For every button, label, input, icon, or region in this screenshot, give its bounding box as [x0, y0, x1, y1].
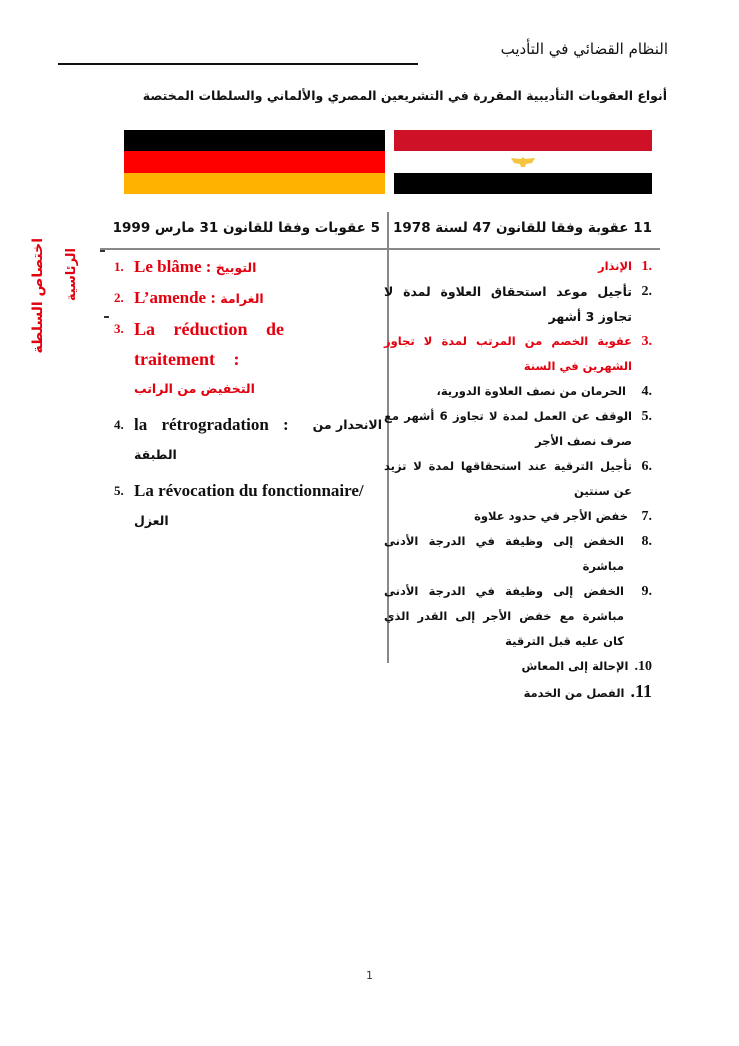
item-french: L’amende : — [134, 288, 217, 307]
list-item — [114, 410, 382, 470]
list-item — [114, 283, 382, 314]
item-number: 9. — [641, 584, 652, 599]
item-text: تأجيل الترقية عند استحقاقها لمدة لا تزيد عن سنتين — [384, 459, 632, 498]
running-header — [58, 40, 668, 66]
list-item — [384, 579, 652, 654]
list-item — [384, 379, 652, 404]
item-text: الوقف عن العمل لمدة لا تجاوز 6 أشهر مع صرف نصف الأجر — [384, 409, 632, 448]
flag-stripe-red — [394, 130, 652, 151]
side-label-line-1: اختصاص السلطة — [30, 238, 46, 354]
side-label — [30, 238, 80, 378]
germany-flag — [124, 130, 385, 194]
flag-stripe-gold — [124, 173, 385, 194]
list-item — [114, 252, 382, 283]
item-number: 6. — [641, 459, 652, 474]
item-text: الحرمان من نصف العلاوة الدورية، — [436, 384, 626, 398]
item-french: La révocation du fonctionnaire/ — [134, 481, 364, 500]
item-arabic: العزل — [134, 513, 169, 528]
item-number: 2. — [114, 290, 124, 305]
item-text: الإحالة إلى المعاش — [521, 659, 629, 673]
egypt-flag — [394, 130, 652, 194]
item-number: 10. — [634, 659, 652, 674]
flag-stripe-black — [124, 130, 385, 151]
item-text: الإنذار — [597, 259, 632, 273]
item-number: 4. — [641, 384, 652, 399]
item-number: 2. — [641, 284, 652, 299]
item-number: 3. — [641, 334, 652, 349]
item-text: عقوبة الخصم من المرتب لمدة لا تجاوز الشهرين في السنة — [384, 334, 632, 373]
list-item — [384, 504, 652, 529]
header-divider — [100, 248, 660, 250]
item-french-line — [134, 314, 382, 374]
flag-stripe-red — [124, 151, 385, 172]
list-item — [384, 279, 652, 329]
item-line — [134, 410, 382, 440]
list-item — [384, 529, 652, 579]
document-title: أنواع العقوبات التأديبية المقررة في التشريعين المصري والألماني والسلطات المختصة — [142, 88, 667, 103]
list-item — [384, 679, 652, 706]
list-item — [384, 404, 652, 454]
list-item — [384, 454, 652, 504]
item-number: 3. — [114, 321, 124, 336]
running-header-title: النظام القضائي في التأديب — [500, 40, 668, 58]
item-number: 7. — [641, 509, 652, 524]
list-item — [384, 654, 652, 679]
germany-column-header: 5 عقوبات وفقا للقانون 31 مارس 1999 — [112, 220, 380, 236]
item-arabic: الانحدار من — [312, 417, 382, 432]
egypt-sanctions-list — [384, 254, 652, 706]
item-number: 8. — [641, 534, 652, 549]
list-item — [384, 329, 652, 379]
item-text: الفصل من الخدمة — [523, 686, 625, 700]
item-arabic: التوبيخ — [215, 260, 257, 275]
item-french: La réduction de traitement : — [134, 319, 285, 369]
side-label-line-2: الرئاسية — [64, 248, 79, 302]
item-arabic-cont: الطبقة — [134, 447, 177, 462]
item-text: الخفض إلى وظيفة في الدرجة الأدنى مباشرة مع خفض الأجر إلى القدر الذي كان عليه قبل الترقية — [384, 584, 624, 648]
item-number: 5. — [114, 483, 124, 498]
item-arabic: التخفيض من الراتب — [134, 381, 255, 396]
page-number: 1 — [366, 969, 373, 982]
eagle-of-saladin-icon — [510, 156, 536, 168]
item-number: 4. — [114, 417, 124, 432]
comparison-table — [100, 212, 660, 701]
list-item — [384, 254, 652, 279]
flag-stripe-white — [394, 151, 652, 172]
list-item — [114, 314, 382, 404]
item-french: Le blâme : — [134, 257, 212, 276]
item-text: خفض الأجر في حدود علاوة — [474, 509, 628, 523]
list-item — [114, 476, 382, 536]
item-french: la rétrogradation : — [134, 415, 289, 434]
item-number: 1. — [641, 259, 652, 274]
egypt-column-header: 11 عقوبة وفقا للقانون 47 لسنة 1978 — [393, 220, 652, 236]
flag-stripe-black — [394, 173, 652, 194]
item-arabic: الغرامة — [220, 291, 264, 306]
item-number: 1. — [114, 259, 124, 274]
germany-sanctions-list — [114, 252, 382, 536]
item-number: 11. — [630, 681, 652, 701]
item-text: تأجيل موعد استحقاق العلاوة لمدة لا تجاوز 3 أشهر — [384, 284, 632, 324]
header-rule — [58, 63, 418, 65]
item-text: الخفض إلى وظيفة في الدرجة الأدنى مباشرة — [384, 534, 624, 573]
item-number: 5. — [641, 409, 652, 424]
